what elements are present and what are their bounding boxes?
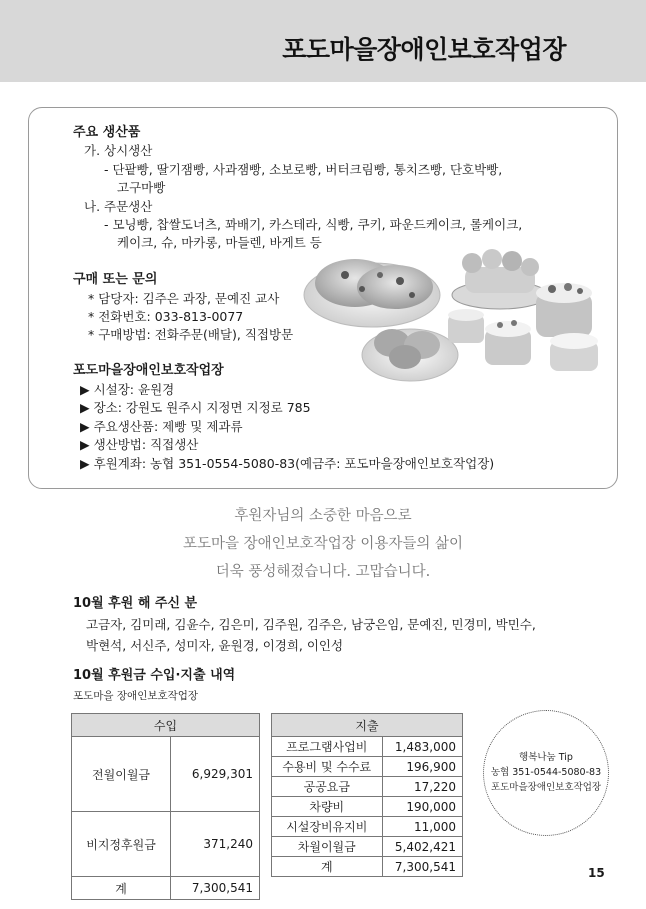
- expense-title: 지출: [272, 714, 463, 737]
- regular-line-1: - 단팥빵, 딸기잼빵, 사과잼빵, 소보로빵, 버터크림빵, 통치즈빵, 단호박빵,: [104, 162, 503, 177]
- contact-person: * 담당자: 김주은 과장, 문예진 교사: [88, 291, 280, 306]
- contact-heading: 구매 또는 문의: [73, 272, 158, 287]
- income-total: 7,300,541: [171, 877, 260, 900]
- donors-heading: 10월 후원 해 주신 분: [73, 596, 198, 611]
- order-line-2: 케이크, 슈, 마카롱, 마들렌, 바게트 등: [117, 235, 322, 250]
- donors-line-2: 박현석, 서신주, 성미자, 윤원경, 이경희, 이인성: [86, 638, 344, 653]
- page-title: 포도마을장애인보호작업장: [282, 35, 566, 64]
- bakery-photo: [300, 245, 610, 385]
- income-amount: 6,929,301: [171, 737, 260, 812]
- income-title: 수입: [72, 714, 260, 737]
- expense-amount: 1,483,000: [382, 737, 462, 757]
- expense-label: 차량비: [272, 797, 383, 817]
- expense-amount: 11,000: [382, 817, 462, 837]
- expense-amount: 17,220: [382, 777, 462, 797]
- order-line-1: - 모닝빵, 찹쌀도너츠, 꽈배기, 카스테라, 식빵, 쿠키, 파운드케이크, 롤케이크,: [104, 217, 523, 232]
- income-amount: 371,240: [171, 812, 260, 877]
- expense-label: 프로그램사업비: [272, 737, 383, 757]
- page-number: 15: [588, 866, 605, 880]
- contact-phone: * 전화번호: 033-813-0077: [88, 309, 244, 324]
- expense-total-label: 계: [272, 857, 383, 877]
- expense-amount: 5,402,421: [382, 837, 462, 857]
- income-label: 전월이월금: [72, 737, 171, 812]
- facility-item: ▶ 주요생산품: 제빵 및 제과류: [80, 419, 243, 434]
- products-heading: 주요 생산품: [73, 125, 141, 140]
- expense-table: [271, 713, 463, 877]
- expense-amount: 196,900: [382, 757, 462, 777]
- regular-line-2: 고구마빵: [117, 180, 166, 195]
- facility-heading: 포도마을장애인보호작업장: [73, 363, 224, 378]
- thanks-line: 후원자님의 소중한 마음으로: [234, 508, 412, 524]
- facility-item: ▶ 후원계좌: 농협 351-0554-5080-83(예금주: 포도마을장애인보호작업장): [80, 456, 495, 471]
- finance-subheading: 포도마을 장애인보호작업장: [73, 690, 199, 702]
- page-header: [0, 0, 646, 82]
- facility-item: ▶ 장소: 강원도 원주시 지정면 지정로 785: [80, 400, 311, 415]
- thanks-line: 더욱 풍성해졌습니다. 고맙습니다.: [215, 564, 431, 580]
- expense-total: 7,300,541: [382, 857, 462, 877]
- contact-method: * 구매방법: 전화주문(배달), 직접방문: [88, 327, 294, 342]
- donors-line-1: 고금자, 김미래, 김윤수, 김은미, 김주원, 김주은, 남궁은임, 문예진, 민경미, 박민수,: [86, 617, 536, 632]
- tip-title: 행복나눔 Tip: [519, 752, 573, 763]
- expense-label: 공공요금: [272, 777, 383, 797]
- thanks-line: 포도마을 장애인보호작업장 이용자들의 삶이: [183, 536, 463, 552]
- income-label: 비지정후원금: [72, 812, 171, 877]
- expense-label: 차월이월금: [272, 837, 383, 857]
- finance-heading: 10월 후원금 수입·지출 내역: [73, 668, 236, 683]
- tip-account: 농협 351-0544-5080-83: [490, 767, 602, 778]
- income-total-label: 계: [72, 877, 171, 900]
- order-heading: 나. 주문생산: [84, 199, 153, 214]
- tip-badge: [483, 710, 609, 836]
- expense-label: 시설장비유지비: [272, 817, 383, 837]
- tip-holder: 포도마을장애인보호작업장: [490, 782, 602, 793]
- expense-label: 수용비 및 수수료: [272, 757, 383, 777]
- facility-item: ▶ 시설장: 윤원경: [80, 382, 175, 397]
- facility-item: ▶ 생산방법: 직접생산: [80, 437, 199, 452]
- regular-heading: 가. 상시생산: [84, 143, 153, 158]
- expense-amount: 190,000: [382, 797, 462, 817]
- income-table: [71, 713, 260, 900]
